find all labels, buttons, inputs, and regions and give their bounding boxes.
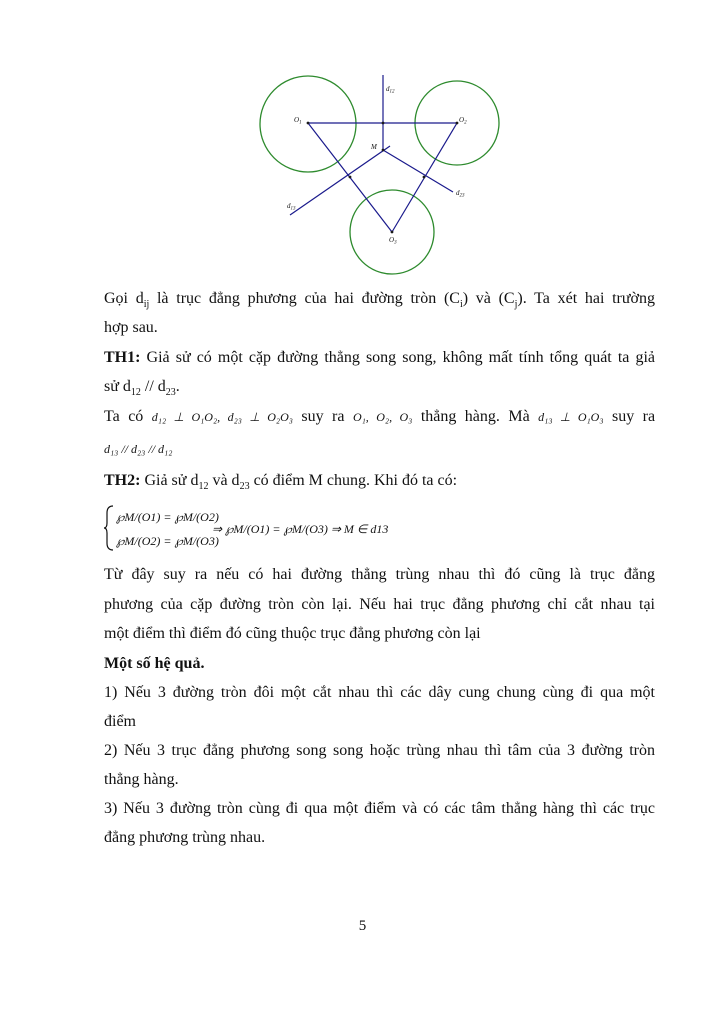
point-mid-o1o2 [382, 122, 385, 125]
radical-axis-figure [250, 70, 467, 275]
th1-line3: Ta có d₁₂ ⊥ O₁O₂, d₂₃ ⊥ O₂O₃ suy ra O₁, O₂, O₃ thẳng hàng. Mà d₁₃ ⊥ O₁O₃ suy ra [104, 408, 656, 425]
paragraph-intro-line2: hợp sau. [104, 319, 158, 336]
label-o3: $O_3$ [389, 236, 397, 246]
axis-d23 [383, 150, 453, 192]
point-o3 [391, 231, 394, 234]
label-o2: $O_2$ [459, 116, 467, 126]
th1-line4 [104, 434, 655, 465]
point-o2 [456, 122, 459, 125]
math-perpendicular-12-23: d₁₂ ⊥ O₁O₂, d₂₃ ⊥ O₂O₃ [151, 410, 293, 424]
label-d23: $d_{23}$ [456, 189, 465, 199]
corollary-2-line1: 2) Nếu 3 trục đẳng phương song song hoặc trùng nhau thì tâm của 3 đường tròn [104, 742, 655, 759]
corollary-3-line1: 3) Nếu 3 đường tròn cùng đi qua một điểm và có các tâm thẳng hàng thì các trục [104, 800, 655, 817]
paragraph-consequence-line2: phương của cặp đường tròn còn lại. Nếu hai trục đẳng phương chỉ cắt nhau tại [104, 596, 655, 613]
system-row-2: ℘M/(O2) = ℘M/(O3) [116, 534, 219, 548]
math-parallel-axes: d₁₃ // d₂₃ // d₁₂ [104, 442, 173, 456]
label-d13: $d_{13}$ [287, 202, 296, 212]
label-o1: $O_1$ [294, 116, 302, 126]
paragraph-consequence-line1: Từ đây suy ra nếu có hai đường thẳng trùng nhau thì đó cũng là trục đẳng [104, 566, 655, 583]
math-perpendicular-13: d₁₃ ⊥ O₁O₃ [538, 410, 604, 424]
paragraph-intro-line1: Gọi $d_{ij}$ là trục đẳng phương của hai đường tròn $(C_i)$ và $(C_j)$. Ta xét hai trường [104, 290, 656, 311]
label-m: M [371, 143, 377, 151]
corollary-2-line2: thẳng hàng. [104, 771, 179, 788]
axis-d13 [290, 146, 390, 215]
point-o1 [307, 122, 310, 125]
th1-label: TH1: [104, 349, 141, 366]
corollary-1-line1: 1) Nếu 3 đường tròn đôi một cắt nhau thì các dây cung chung cùng đi qua một [104, 684, 655, 701]
system-conclusion: ⇒ ℘M/(O1) = ℘M/(O3) ⇒ M ∈ d13 [212, 522, 389, 536]
corollary-3-line2: đẳng phương trùng nhau. [104, 829, 266, 846]
paragraph-consequence-line3: một điểm thì điểm đó cũng thuộc trục đẳng phương còn lại [104, 625, 481, 642]
corollaries-heading: Một số hệ quả. [104, 655, 205, 672]
point-mid-o2o3 [423, 176, 426, 179]
th1-line1: TH1: Giả sử có một cặp đường thẳng song song, không mất tính tổng quát ta giả [104, 349, 655, 366]
page-number: 5 [358, 918, 367, 934]
math-centers: O₁, O₂, O₃ [352, 410, 413, 424]
th1-line2: sử $d_{12} // d_{23}$. [104, 378, 180, 399]
label-d12: $d_{12}$ [386, 85, 395, 95]
system-row-1: ℘M/(O1) = ℘M/(O2) [116, 510, 219, 524]
th2-label: TH2: [104, 472, 141, 489]
equation-system [104, 503, 424, 553]
left-brace [104, 506, 113, 550]
point-mid-o1o3 [349, 176, 352, 179]
th2-line1: TH2: Giả sử $d_{12}$ và $d_{23}$ có điểm M chung. Khi đó ta có: [104, 472, 458, 493]
corollary-1-line2: điểm [104, 713, 136, 730]
point-m [382, 149, 385, 152]
